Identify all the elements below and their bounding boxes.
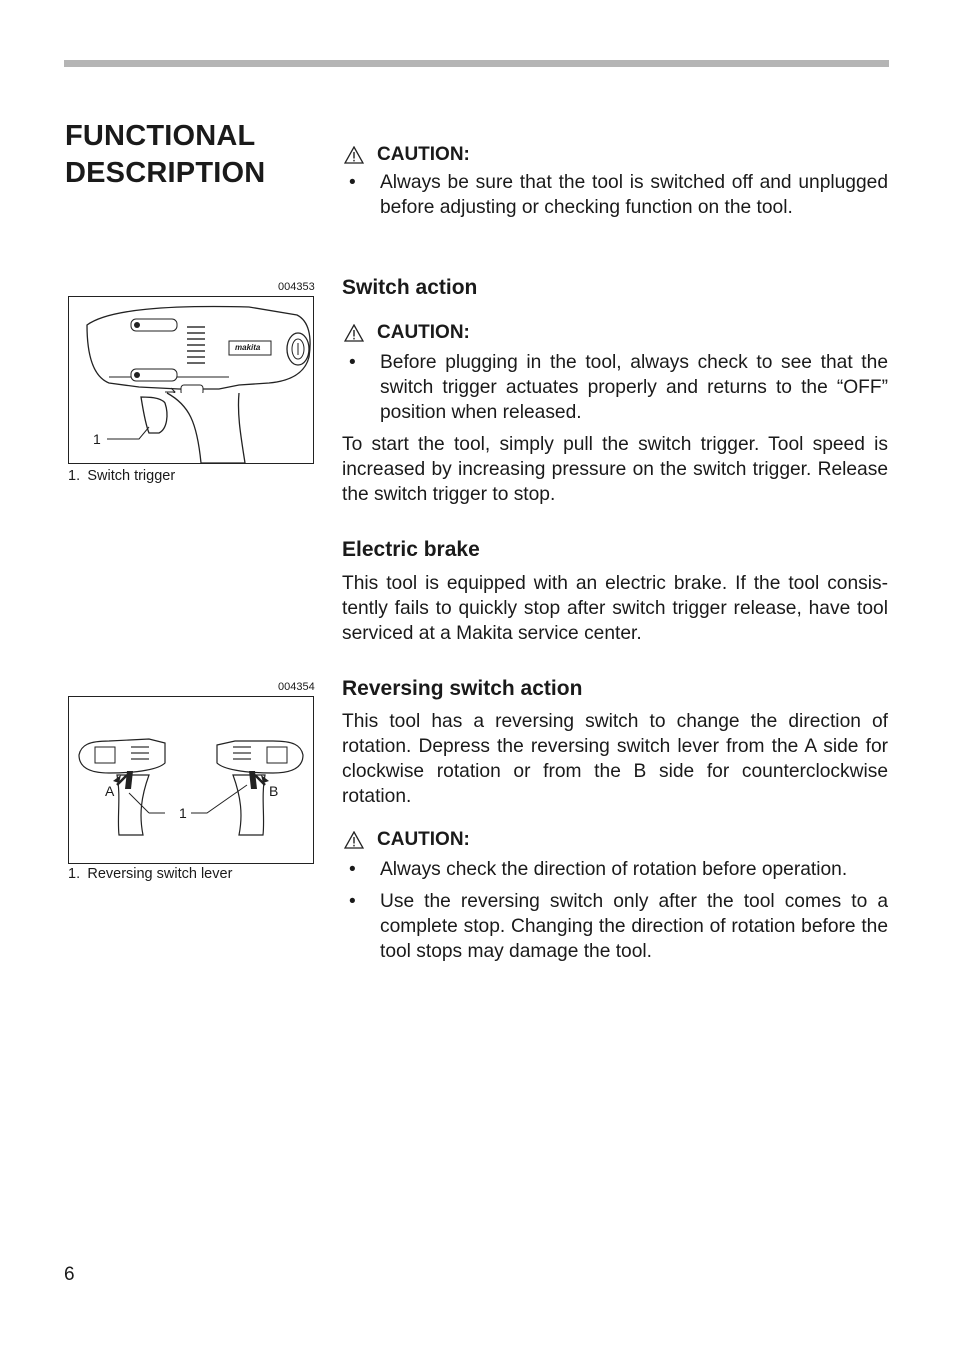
figure-caption: 1. Switch trigger bbox=[68, 468, 176, 484]
makita-logo: makita bbox=[235, 343, 261, 352]
callout-1: 1 bbox=[179, 805, 187, 821]
switch-action-paragraph: To start the tool, simply pull the switch trigger. Tool speed is increased by increasing pressure on the switch trigger. Release the switch trigger to stop. bbox=[342, 434, 888, 505]
switch-action-bullet: • Before plugging in the tool, always check to see that the switch trigger actuates properly and returns to the “OFF” position when released. bbox=[349, 352, 888, 423]
warning-triangle-icon bbox=[344, 324, 364, 342]
switch-action-heading: Switch action bbox=[342, 276, 478, 299]
reversing-bullet-2: • Use the reversing switch only after the tool comes to a complete stop. Changing the direction of rotation before the tool stops may damage the tool. bbox=[349, 891, 888, 962]
drill-illustration bbox=[69, 297, 313, 463]
electric-brake-paragraph: This tool is equipped with an electric brake. If the tool consis-tently fails to quickly stop after switch trigger release, have tool serviced at a Makita service center. bbox=[342, 573, 888, 644]
figure-caption: 1. Reversing switch lever bbox=[68, 866, 233, 882]
electric-brake-heading: Electric brake bbox=[342, 538, 480, 561]
side-b-label: B bbox=[269, 783, 279, 799]
caution-reversing: CAUTION: bbox=[344, 828, 470, 852]
reversing-illustration bbox=[69, 697, 313, 863]
caution-switch: CAUTION: bbox=[344, 321, 470, 345]
caution-intro: CAUTION: bbox=[344, 143, 470, 167]
warning-triangle-icon bbox=[344, 146, 364, 164]
figure-code: 004353 bbox=[278, 281, 315, 293]
intro-bullet: • Always be sure that the tool is switched off and unplugged before adjusting or checking function on the tool. bbox=[349, 172, 888, 218]
reversing-switch-figure bbox=[68, 696, 314, 864]
switch-trigger-figure bbox=[68, 296, 314, 464]
top-rule bbox=[64, 60, 889, 67]
callout-1: 1 bbox=[93, 431, 101, 447]
side-a-label: A bbox=[105, 783, 115, 799]
reversing-bullet-1: • Always check the direction of rotation before operation. bbox=[349, 859, 848, 880]
figure-code: 004354 bbox=[278, 681, 315, 693]
section-title: FUNCTIONAL DESCRIPTION bbox=[65, 120, 266, 189]
page-number: 6 bbox=[64, 1264, 75, 1285]
warning-triangle-icon bbox=[344, 831, 364, 849]
reversing-paragraph: This tool has a reversing switch to change the direction of rotation. Depress the reversing switch lever from the A side for clockwise rotation or from the B side for counterclockwise rotation. bbox=[342, 711, 888, 807]
reversing-heading: Reversing switch action bbox=[342, 677, 583, 700]
